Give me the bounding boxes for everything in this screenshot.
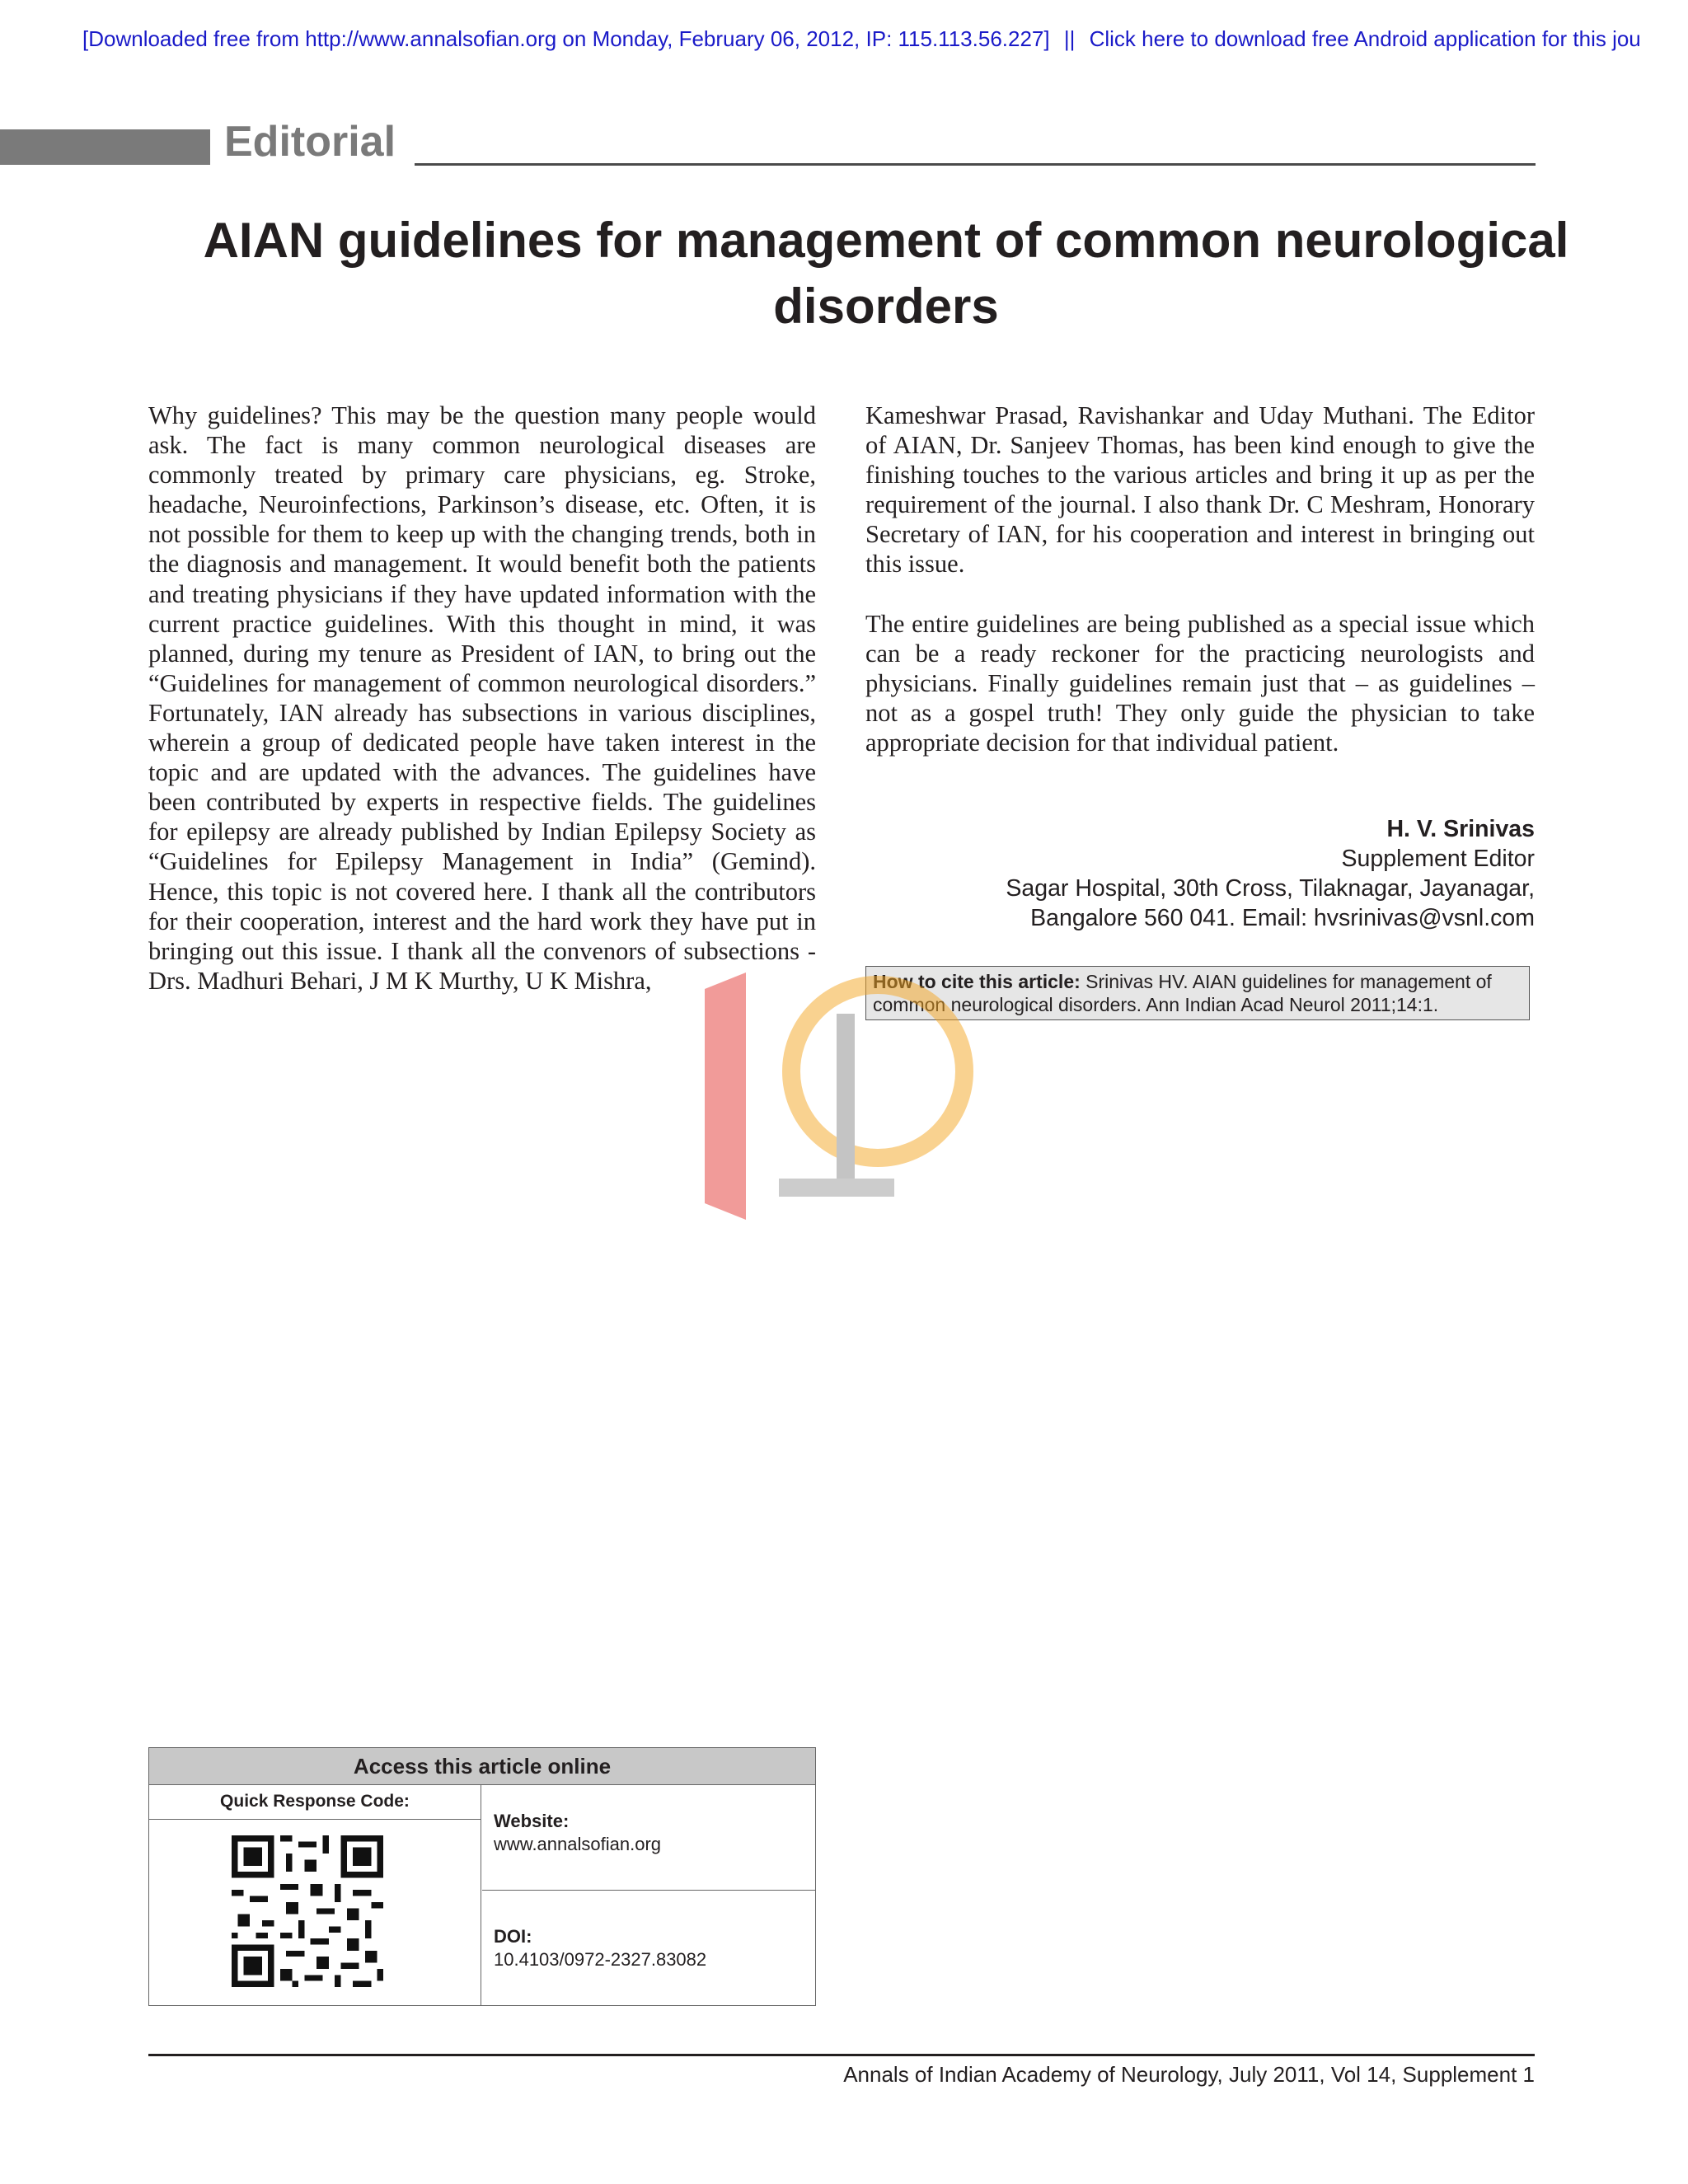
qr-label: Quick Response Code: [149, 1784, 481, 1820]
author-address-email: Bangalore 560 041. Email: hvsrinivas@vsnl.com [1030, 905, 1535, 931]
citation-label: How to cite this article: [873, 971, 1081, 992]
access-article-box [148, 1747, 816, 2006]
body-paragraph: Kameshwar Prasad, Ravishankar and Uday Muthani. The Editor of AIAN, Dr. Sanjeev Thomas, has been kind enough to give the finishing touches to the various articles and bring it up as per the requirement of the journal. I also thank Dr. C Meshram, Honorary Secretary of IAN, for his cooperation and interest in bringing out this issue. [865, 401, 1535, 579]
access-heading: Access this article online [149, 1748, 815, 1785]
section-bar [0, 129, 210, 165]
website-cell [482, 1784, 815, 1891]
download-banner [82, 26, 1688, 52]
website-link[interactable]: www.annalsofian.org [494, 1834, 662, 1854]
doi-cell [482, 1891, 815, 2004]
right-column [865, 401, 1535, 757]
citation-text: Srinivas HV. AIAN guidelines for management of common neurological disorders. Ann Indian Acad Neurol 2011;14:1. [873, 971, 1492, 1015]
body-paragraph: The entire guidelines are being published as a special issue which can be a ready reckoner for the practicing neurologists and physicians. Finally guidelines remain just that – as guidelines – not as a gospel truth! They only guide the physician to take appropriate decision for that individual patient. [865, 609, 1535, 757]
qr-code-icon[interactable] [232, 1835, 383, 1987]
download-source-link[interactable]: [Downloaded free from http://www.annalsofian.org on Monday, February 06, 2012, IP: 115.113.56.227] [82, 26, 1050, 51]
author-address: Sagar Hospital, 30th Cross, Tilaknagar, Jayanagar, [1006, 875, 1535, 902]
section-rule [415, 163, 1536, 166]
author-name: H. V. Srinivas [1386, 816, 1535, 842]
info-column [482, 1784, 815, 2005]
section-label: Editorial [224, 118, 396, 166]
doi-label: DOI: [494, 1926, 532, 1947]
footer-rule [148, 2054, 1535, 2056]
qr-column [149, 1784, 481, 2005]
journal-footer: Annals of Indian Academy of Neurology, July 2011, Vol 14, Supplement 1 [843, 2062, 1535, 2087]
android-app-link[interactable]: Click here to download free Android application for this jou [1089, 26, 1641, 51]
author-role: Supplement Editor [1341, 846, 1535, 872]
article-title: AIAN guidelines for management of common neurological disorders [203, 213, 1569, 334]
doi-value[interactable]: 10.4103/0972-2327.83082 [494, 1949, 707, 1970]
watermark-logo [705, 972, 985, 1236]
body-paragraph: Why guidelines? This may be the question many people would ask. The fact is many common neurological diseases are commonly treated by primary care physicians, eg. Stroke, headache, Neuroinfections, Parkinson’s disease, etc. Often, it is not possible for them to keep up with the changing trends, both in the diagnosis and management. It would benefit both the patients and treating physicians if they have updated information with the current practice guidelines. With this thought in mind, it was planned, during my tenure as President of IAN, to bring out the “Guidelines for management of common neurological disorders.” Fortunately, IAN already has subsections in various disciplines, wherein a group of dedicated people have taken interest in the topic and are updated with the advances. The guidelines have been contributed by experts in respective fields. The guidelines for epilepsy are already published by Indian Epilepsy Society as “Guidelines for Epilepsy Management in India” (Gemind). Hence, this topic is not covered here. I thank all the contributors for their cooperation, interest and the hard work they have put in bringing out this issue. I thank all the convenors of subsections - Drs. Madhuri Behari, J M K Murthy, U K Mishra, [148, 401, 816, 995]
signature-block [865, 814, 1535, 933]
banner-separator: || [1063, 26, 1076, 51]
left-column [148, 401, 816, 996]
website-label: Website: [494, 1811, 570, 1831]
